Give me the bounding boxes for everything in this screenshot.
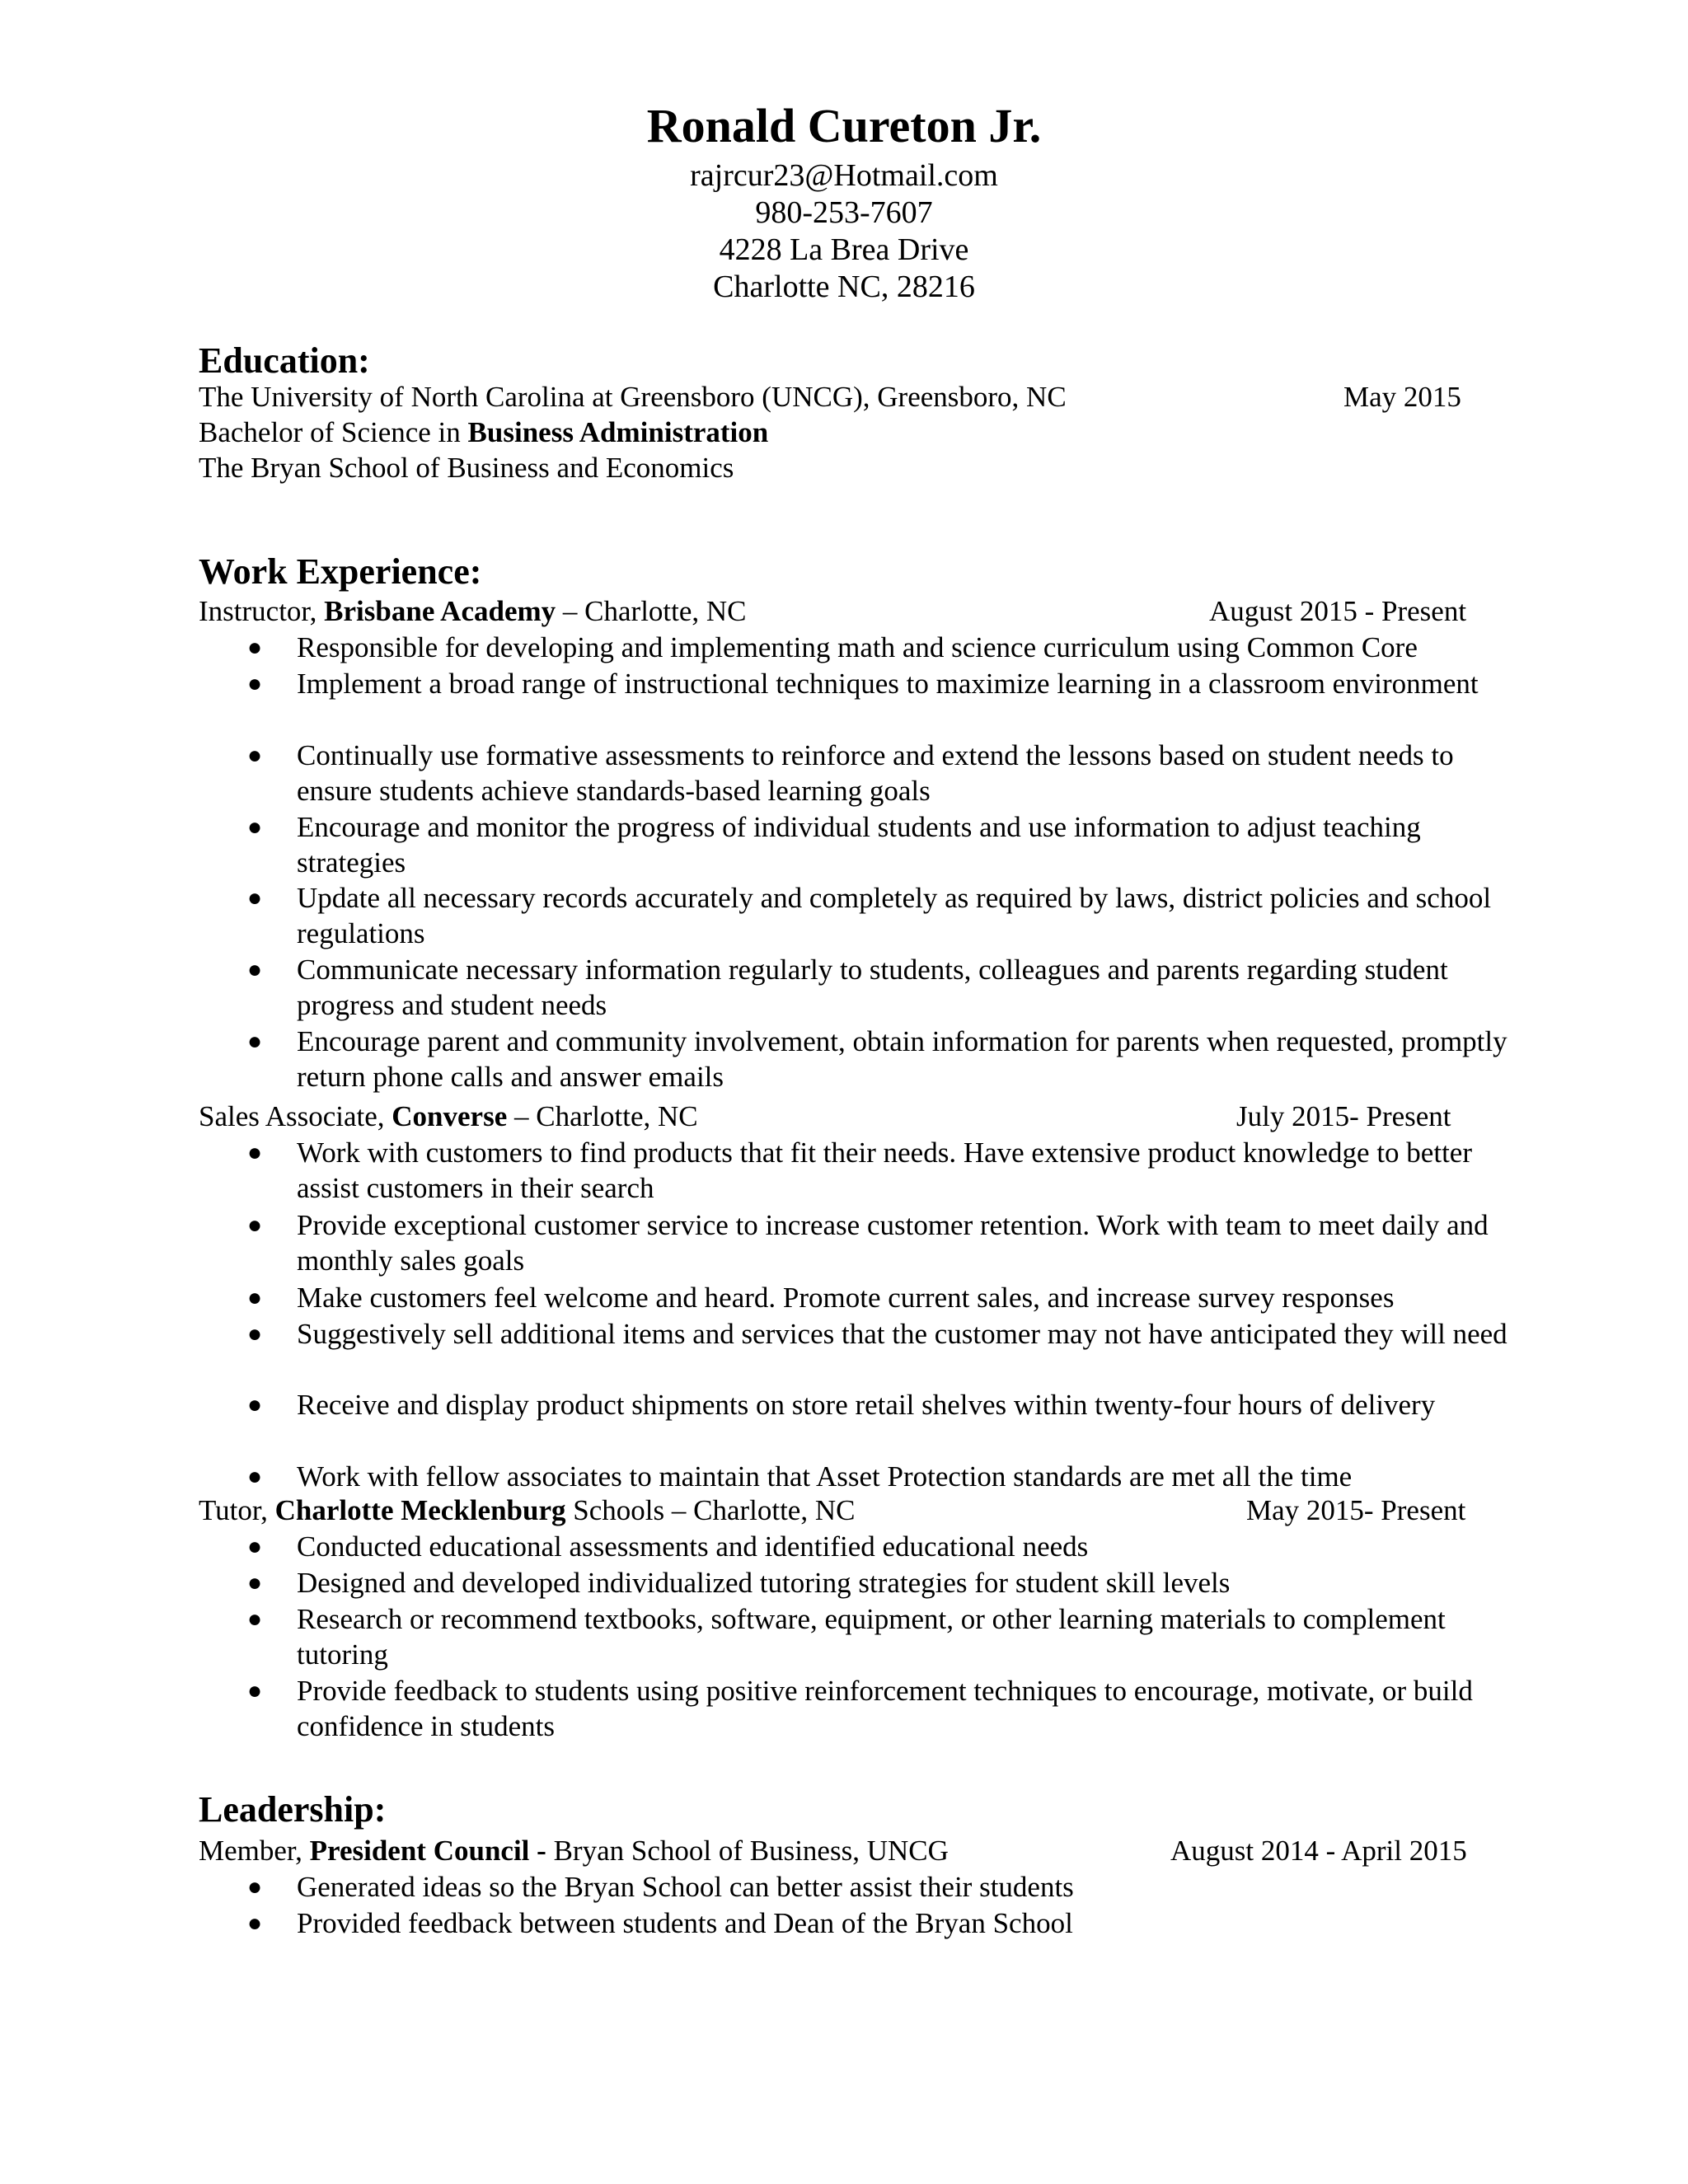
bullet-icon: ●: [247, 1677, 263, 1704]
bullet-icon: ●: [247, 1028, 263, 1055]
job-title: Sales Associate,: [199, 1100, 392, 1132]
bullet-icon: ●: [247, 1910, 263, 1937]
job-header-instructor: [199, 593, 747, 630]
job-title: Instructor,: [199, 595, 325, 627]
bullet-icon: ●: [247, 1320, 263, 1347]
job-location: Schools – Charlotte, NC: [565, 1494, 856, 1526]
job-employer: Charlotte Mecklenburg: [274, 1494, 566, 1526]
bullet-icon: ●: [247, 634, 263, 661]
contact-phone: 980-253-7607: [755, 195, 933, 230]
leadership-header: [199, 1833, 949, 1869]
education-college: The Bryan School of Business and Economics: [199, 452, 734, 484]
bullet-icon: ●: [247, 1569, 263, 1596]
bullet-icon: ●: [247, 1284, 263, 1311]
job-employer: Converse: [392, 1100, 508, 1132]
contact-city: Charlotte NC, 28216: [713, 269, 975, 304]
bullet-icon: ●: [247, 1139, 263, 1166]
bullet-icon: ●: [247, 956, 263, 983]
leadership-org: President Council -: [309, 1835, 546, 1867]
bullet-icon: ●: [247, 1873, 263, 1900]
contact-street: 4228 La Brea Drive: [719, 232, 969, 267]
bullet-icon: ●: [247, 670, 263, 697]
job-header-tutor: [199, 1493, 855, 1529]
bullet-icon: ●: [247, 742, 263, 769]
job-location: – Charlotte, NC: [507, 1100, 698, 1132]
leadership-heading: Leadership:: [199, 1789, 387, 1830]
degree-prefix: Bachelor of Science in: [199, 416, 468, 448]
education-school: The University of North Carolina at Greensboro (UNCG), Greensboro, NC: [199, 381, 1067, 413]
leadership-title: Member,: [199, 1835, 310, 1867]
job-title: Tutor,: [199, 1494, 275, 1526]
job-header-sales: [199, 1099, 698, 1135]
job-employer: Brisbane Academy: [324, 595, 556, 627]
leadership-location: Bryan School of Business, UNCG: [546, 1835, 949, 1867]
work-heading: Work Experience:: [199, 551, 482, 592]
resume-page: Ronald Cureton Jr. rajrcur23@Hotmail.com 980-253-7607 4228 La Brea Drive Charlotte NC, 28216 Education: The University of North Carolina at Greensboro (UNCG), Greensboro, NC May 2015 Bachelor of Science in Business Administration The Bryan School of Business and Economics Work Experience: Instructor, Brisbane Academy – Charlotte, NC August 2015 - Present ● Responsible for developing and implementing math and science curriculum using Common Core ● Implement a broad range of instructional techniques to maximize learning in a classroom environment ● Continually use formative assessments to reinforce and extend the lessons based on student needs to ensure students achieve standards-based learning goals ● Encourage and monitor the progress of individual students and use information to adjust teaching strategies ● Update all necessary records accurately and completely as required by laws, district policies and school regulations ● Communicate necessary information regularly to students, colleagues and parents regarding student progress and student needs ● Encourage parent and community involvement, obtain information for parents when requested, promptly return phone calls and answer emails Sales Associate, Converse – Charlotte, NC July 2015- Present ● Work with customers to find products that fit their needs. Have extensive product knowledge to better assist customers in their search ● Provide exceptional customer service to increase customer retention. Work with team to meet daily and monthly sales goals ● Make customers feel welcome and heard. Promote current sales, and increase survey responses ● Suggestively sell additional items and services that the customer may not have anticipated they will need ● Receive and display product shipments on store retail shelves within twenty-four hours of delivery ● Work with fellow associates to maintain that Asset Protection standards are met all the time Tutor, Charlotte Mecklenburg Schools – Charlotte, NC May 2015- Present ● Conducted educational assessments and identified educational needs ● Designed and developed individualized tutoring strategies for student skill levels ● Research or recommend textbooks, software, equipment, or other learning materials to complement tutoring ● Provide feedback to students using positive reinforcement techniques to encourage, motivate, or build confidence in students Leadership: Member, President Council - Bryan School of Business, UNCG August 2014 - April 2015 ● Generated ideas so the Bryan School can better assist their students ● Provided feedback between students and Dean of the Bryan School: [0, 0, 1688, 2184]
contact-email: rajrcur23@Hotmail.com: [690, 158, 998, 193]
bullet-icon: ●: [247, 1533, 263, 1560]
bullet-icon: ●: [247, 884, 263, 912]
bullet-icon: ●: [247, 1605, 263, 1633]
bullet-icon: ●: [247, 1212, 263, 1239]
education-heading: Education:: [199, 340, 370, 381]
job-location: – Charlotte, NC: [556, 595, 747, 627]
bullet-icon: ●: [247, 813, 263, 841]
degree-major: Business Administration: [467, 416, 769, 448]
job-date: August 2015 - Present: [1209, 595, 1467, 627]
candidate-name: Ronald Cureton Jr.: [646, 99, 1042, 152]
leadership-date: August 2014 - April 2015: [1170, 1835, 1467, 1867]
job-date: May 2015- Present: [1246, 1494, 1466, 1526]
job-date: July 2015- Present: [1236, 1100, 1451, 1132]
bullet-icon: ●: [247, 1391, 263, 1418]
bullet-icon: ●: [247, 1463, 263, 1490]
education-degree: [199, 415, 768, 451]
education-date: May 2015: [1343, 381, 1461, 413]
